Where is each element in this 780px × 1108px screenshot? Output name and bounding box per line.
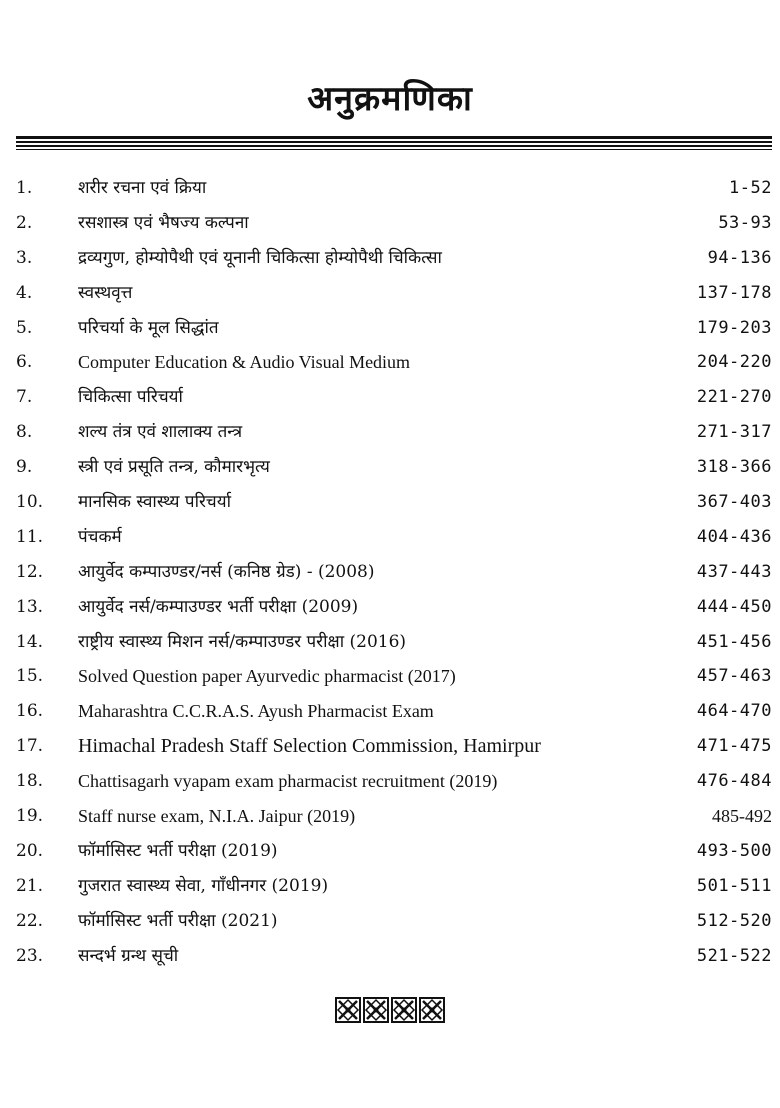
toc-number: 3. xyxy=(16,247,33,268)
toc-row xyxy=(16,380,772,415)
toc-title: Staff nurse exam, N.I.A. Jaipur (2019) xyxy=(78,806,356,827)
decorative-knot-icon xyxy=(335,997,361,1023)
toc-title: फॉर्मासिस्ट भर्ती परीक्षा (2021) xyxy=(78,910,278,931)
toc-row xyxy=(16,590,772,625)
toc-title: पंचकर्म xyxy=(78,526,122,547)
toc-number: 10. xyxy=(16,492,44,513)
toc-pages: 485-492 xyxy=(712,806,772,827)
toc-title: शरीर रचना एवं क्रिया xyxy=(78,178,207,198)
toc-row xyxy=(16,241,772,276)
toc-row xyxy=(16,555,772,590)
toc-row xyxy=(16,485,772,520)
toc-pages: 471-475 xyxy=(696,736,772,757)
toc-title: मानसिक स्वास्थ्य परिचर्या xyxy=(78,492,231,513)
toc-number: 16. xyxy=(16,701,44,722)
toc-title: आयुर्वेद नर्स/कम्पाउण्डर भर्ती परीक्षा (2009) xyxy=(78,596,359,617)
ornament-divider xyxy=(0,997,780,1023)
toc-number: 15. xyxy=(16,666,44,687)
toc-number: 7. xyxy=(16,387,33,408)
title-rule xyxy=(16,136,772,150)
toc-number: 1. xyxy=(16,178,33,198)
toc-row xyxy=(16,799,772,834)
toc-pages: 501-511 xyxy=(696,875,772,896)
toc-row xyxy=(16,276,772,311)
toc-title: स्त्री एवं प्रसूति तन्त्र, कौमारभृत्य xyxy=(78,457,270,478)
toc-row xyxy=(16,345,772,380)
toc-row xyxy=(16,659,772,694)
toc-number: 6. xyxy=(16,352,33,373)
toc-pages: 53-93 xyxy=(718,212,772,233)
toc-number: 2. xyxy=(16,212,33,233)
toc-pages: 444-450 xyxy=(696,596,772,617)
toc-number: 17. xyxy=(16,736,44,757)
toc-number: 9. xyxy=(16,457,33,478)
toc-title: राष्ट्रीय स्वास्थ्य मिशन नर्स/कम्पाउण्डर परीक्षा (2016) xyxy=(78,631,407,652)
toc-title: गुजरात स्वास्थ्य सेवा, गाँधीनगर (2019) xyxy=(78,875,329,896)
toc-title: Chattisagarh vyapam exam pharmacist recruitment (2019) xyxy=(78,771,498,792)
toc-title: सन्दर्भ ग्रन्थ सूची xyxy=(78,945,179,966)
toc-pages: 451-456 xyxy=(696,631,772,652)
toc-pages: 512-520 xyxy=(696,910,772,931)
toc-pages: 493-500 xyxy=(696,840,772,861)
toc-title: द्रव्यगुण, होम्योपैथी एवं यूनानी चिकित्सा होम्योपैथी चिकित्सा xyxy=(78,247,442,268)
toc-pages: 179-203 xyxy=(696,317,772,338)
toc-title: Maharashtra C.C.R.A.S. Ayush Pharmacist Exam xyxy=(78,701,434,722)
toc-title: Computer Education & Audio Visual Medium xyxy=(78,352,411,373)
toc-number: 11. xyxy=(16,526,44,547)
toc-row xyxy=(16,729,772,764)
toc-row xyxy=(16,869,772,904)
toc-pages: 476-484 xyxy=(696,771,772,792)
toc-row xyxy=(16,939,772,974)
toc-row xyxy=(16,171,772,206)
toc-number: 23. xyxy=(16,945,44,966)
toc-pages: 221-270 xyxy=(696,387,772,408)
toc-number: 14. xyxy=(16,631,44,652)
toc-number: 8. xyxy=(16,422,33,443)
toc-pages: 521-522 xyxy=(696,945,772,966)
toc-title: Solved Question paper Ayurvedic pharmacist (2017) xyxy=(78,666,456,687)
toc-title: चिकित्सा परिचर्या xyxy=(78,387,183,408)
decorative-knot-icon xyxy=(391,997,417,1023)
toc-number: 19. xyxy=(16,806,44,827)
toc-row xyxy=(16,904,772,939)
toc-title: आयुर्वेद कम्पाउण्डर/नर्स (कनिष्ठ ग्रेड) - (2008) xyxy=(78,561,375,582)
toc-row xyxy=(16,520,772,555)
toc-title: Himachal Pradesh Staff Selection Commission, Hamirpur xyxy=(78,735,541,758)
page-title: अनुक्रमणिका xyxy=(307,79,473,119)
toc-row xyxy=(16,450,772,485)
decorative-knot-icon xyxy=(363,997,389,1023)
toc-number: 4. xyxy=(16,282,33,303)
toc-row xyxy=(16,415,772,450)
toc-title: स्वस्थवृत्त xyxy=(78,282,133,303)
toc-number: 18. xyxy=(16,771,44,792)
toc-pages: 437-443 xyxy=(696,561,772,582)
toc-pages: 404-436 xyxy=(696,526,772,547)
decorative-knot-icon xyxy=(419,997,445,1023)
toc-pages: 1-52 xyxy=(729,178,772,198)
toc-row xyxy=(16,834,772,869)
table-of-contents xyxy=(16,171,772,973)
toc-pages: 94-136 xyxy=(707,247,772,268)
toc-pages: 137-178 xyxy=(696,282,772,303)
toc-row xyxy=(16,206,772,241)
toc-title: परिचर्या के मूल सिद्धांत xyxy=(78,317,219,338)
toc-title: फॉर्मासिस्ट भर्ती परीक्षा (2019) xyxy=(78,840,278,861)
toc-row xyxy=(16,764,772,799)
toc-title: शल्य तंत्र एवं शालाक्य तन्त्र xyxy=(78,422,243,443)
toc-number: 22. xyxy=(16,910,44,931)
toc-pages: 457-463 xyxy=(696,666,772,687)
toc-number: 13. xyxy=(16,596,44,617)
toc-pages: 204-220 xyxy=(696,352,772,373)
toc-pages: 271-317 xyxy=(696,422,772,443)
toc-row xyxy=(16,694,772,729)
toc-title: रसशास्त्र एवं भैषज्य कल्पना xyxy=(78,212,249,233)
toc-row xyxy=(16,625,772,660)
toc-pages: 464-470 xyxy=(696,701,772,722)
toc-row xyxy=(16,311,772,346)
toc-pages: 318-366 xyxy=(696,457,772,478)
toc-number: 12. xyxy=(16,561,44,582)
toc-pages: 367-403 xyxy=(696,492,772,513)
toc-number: 5. xyxy=(16,317,33,338)
toc-number: 20. xyxy=(16,840,44,861)
toc-number: 21. xyxy=(16,875,44,896)
